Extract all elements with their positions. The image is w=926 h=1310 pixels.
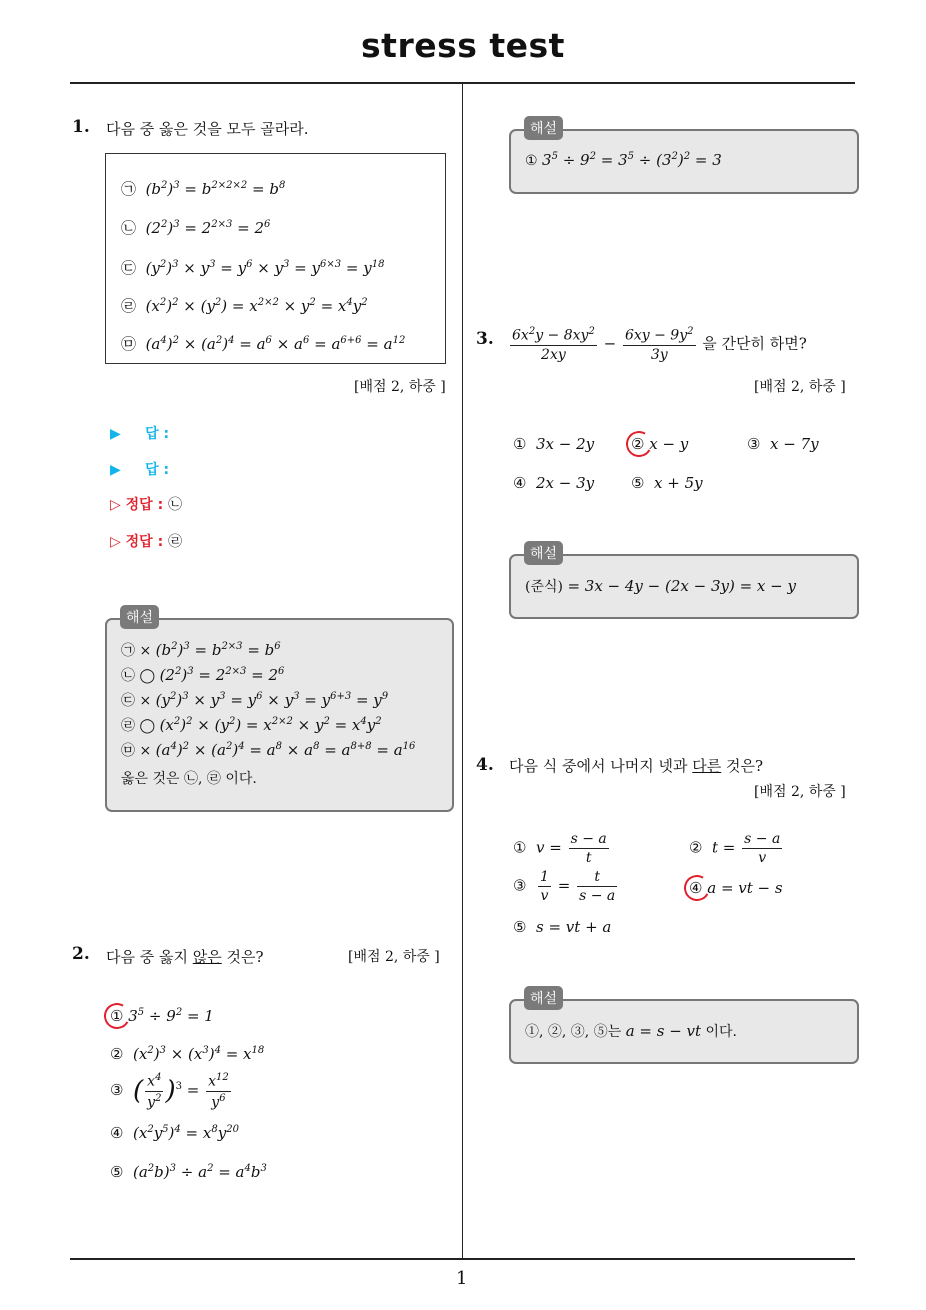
- q3-solution-tag: 해설: [524, 541, 563, 565]
- q1-sol-line-1: ㉠ × $(b^2)^3 = b^{2\times 3} = b^6$: [121, 641, 281, 659]
- q4-choice-3: ③ $\frac{1}{v}$ = $\frac{t}{s - a}$: [513, 869, 616, 904]
- q3-answer-circle: [623, 428, 655, 460]
- q3-number: 3.: [476, 329, 494, 349]
- q1-sol-line-2: ㉡ ◯ $(2^2)^3 = 2^{2\times 3} = 2^6$: [121, 666, 285, 684]
- q2-answer-circle: [101, 1000, 133, 1032]
- q1-solution-box: [105, 618, 454, 812]
- column-divider: [462, 83, 463, 1259]
- q2-choice-1: ① $3^5 \div 9^2 = 1$: [110, 1007, 214, 1025]
- q1-sol-line-3: ㉢ × $(y^2)^3 \times y^3 = y^6 \times y^3 = y^{6+3} = y^9$: [121, 691, 389, 709]
- q2-number: 2.: [72, 944, 90, 964]
- q2-choice-2: ② $(x^2)^3 \times (x^3)^4 = x^{18}$: [110, 1045, 265, 1063]
- q1-choice-c: ㉢ $(y^2)^3 \times y^3 = y^6 \times y^3 = y^{6\times 3} = y^{18}$: [121, 259, 385, 277]
- q3-sol-line: (준식) = 3x − 4y − (2x − 3y) = x − y: [525, 577, 796, 595]
- q1-choice-b: ㉡ $(2^2)^3 = 2^{2\times 3} = 2^6$: [121, 219, 271, 237]
- q2-score: [배점 2, 하중 ]: [348, 949, 440, 965]
- q2-sol-line: ① $3^5 \div 9^2 = 3^5 \div (3^2)^2 = 3$: [525, 151, 722, 169]
- q4-sol-line: ①, ②, ③, ⑤는 a = s − vt 이다.: [525, 1022, 737, 1040]
- q1-choice-a: ㉠ $(b^2)^3 = b^{2\times 2\times 2} = b^8$: [121, 180, 286, 198]
- q4-solution-tag: 해설: [524, 986, 563, 1010]
- q2-solution-tag: 해설: [524, 116, 563, 140]
- q4-choice-1: ① v = $\frac{s - a}{t}$: [513, 831, 607, 866]
- q3-choice-2: ② x − y: [631, 435, 689, 453]
- q1-sol-line-4: ㉣ ◯ $(x^2)^2 \times (y^2) = x^{2\times 2} \times y^2 = x^4y^2$: [121, 716, 382, 734]
- q1-sol-line-5: ㉤ × $(a^4)^2 \times (a^2)^4 = a^8 \times a^8 = a^{8+8} = a^{16}$: [121, 741, 416, 759]
- q1-answer-1: ▶ 답 :: [110, 426, 170, 442]
- q2-choice-5: ⑤ $(a^2b)^3 \div a^2 = a^4b^3$: [110, 1163, 267, 1181]
- q3-expression: $\frac{6x^2y - 8xy^2}{2xy}$ − $\frac{6xy - 9y^2}{3y}$ 을 간단히 하면?: [512, 326, 807, 363]
- q2-solution-box: [509, 129, 859, 194]
- bottom-rule: [70, 1258, 855, 1260]
- q4-solution-box: [509, 999, 859, 1064]
- q1-correct-answer-1: ▷ 정답 : ㉡: [110, 497, 183, 513]
- q1-solution-tag: 해설: [120, 605, 159, 629]
- q1-number: 1.: [72, 117, 90, 137]
- q4-choice-5: ⑤ s = vt + a: [513, 918, 612, 936]
- q3-choice-4: ④ 2x − 3y: [513, 474, 595, 492]
- q3-choice-3: ③ x − 7y: [747, 435, 819, 453]
- q4-score: [배점 2, 하중 ]: [754, 784, 846, 800]
- q1-score: [배점 2, 하중 ]: [354, 379, 446, 395]
- q4-choice-4: ④ a = vt − s: [689, 879, 783, 897]
- q1-sol-conclusion: 옳은 것은 ㉡, ㉣ 이다.: [121, 771, 257, 787]
- q1-choice-d: ㉣ $(x^2)^2 \times (y^2) = x^{2\times 2} \times y^2 = x^4y^2$: [121, 297, 368, 315]
- q3-text: 을 간단히 하면?: [702, 334, 807, 353]
- q2-choice-4: ④ $(x^2y^5)^4 = x^8y^{20}$: [110, 1124, 239, 1142]
- q1-answer-2: ▶ 답 :: [110, 462, 170, 478]
- q3-choice-1: ① 3x − 2y: [513, 435, 595, 453]
- q3-score: [배점 2, 하중 ]: [754, 379, 846, 395]
- page-title: stress test: [361, 26, 565, 65]
- q2-choice-3: ③ ( $\frac{x^4}{y^2}$ )$^3$ = $\frac{x^{12}}{y^6}$: [110, 1072, 229, 1111]
- q4-answer-circle: [681, 872, 713, 904]
- q4-choice-2: ② t = $\frac{s - a}{v}$: [689, 831, 781, 866]
- q1-text: 다음 중 옳은 것을 모두 골라라.: [106, 120, 309, 138]
- q4-number: 4.: [476, 755, 494, 775]
- q3-choice-5: ⑤ x + 5y: [631, 474, 703, 492]
- q4-text: 다음 식 중에서 나머지 넷과 다른 것은?: [509, 757, 764, 775]
- q3-solution-box: [509, 554, 859, 619]
- q2-text: 다음 중 옳지 않은 것은?: [106, 948, 264, 966]
- q1-correct-answer-2: ▷ 정답 : ㉣: [110, 534, 183, 550]
- q1-choice-box: [105, 153, 446, 364]
- q1-choice-e: ㉤ $(a^4)^2 \times (a^2)^4 = a^6 \times a^6 = a^{6+6} = a^{12}$: [121, 335, 406, 353]
- page-number: 1: [456, 1268, 468, 1289]
